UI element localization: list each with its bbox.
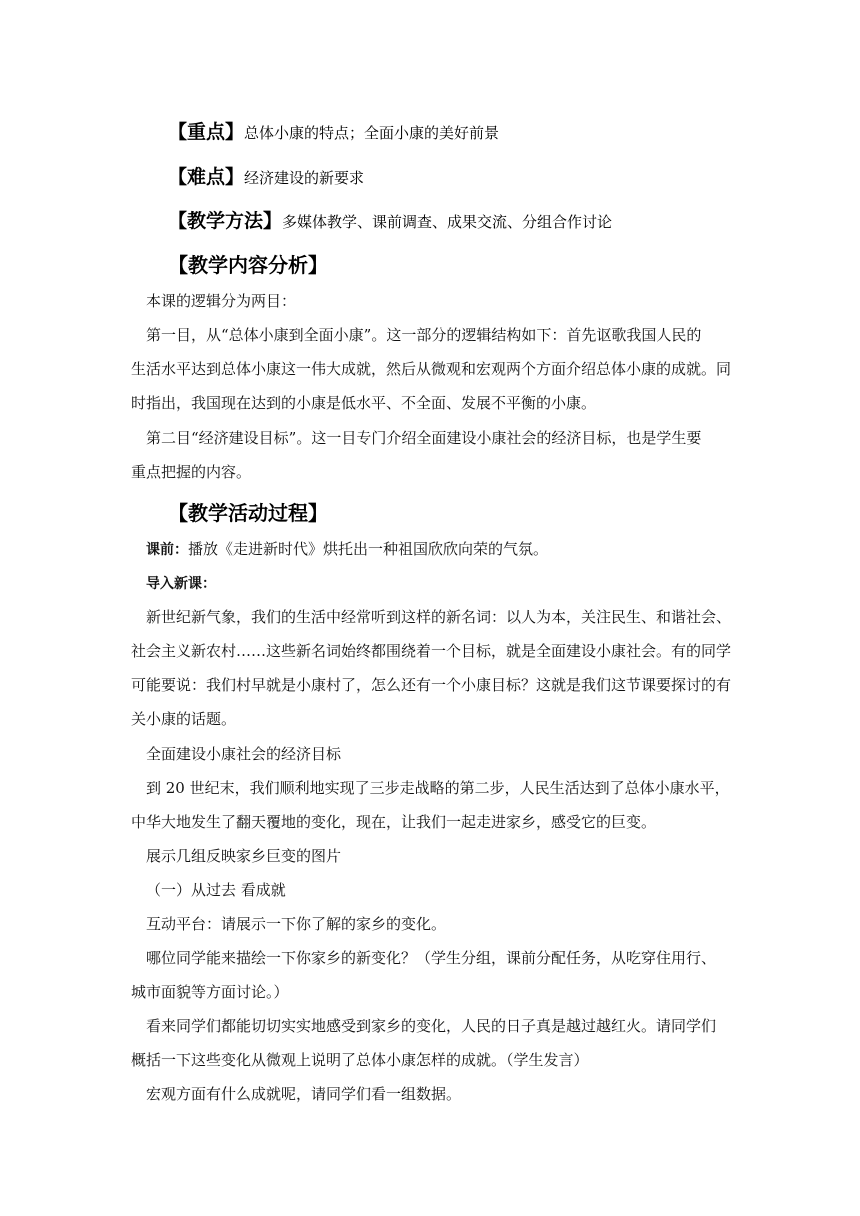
show-pictures-line: 展示几组反映家乡巨变的图片	[146, 847, 342, 865]
intro-line-4: 关小康的话题。	[131, 710, 237, 728]
heading-method-text: 多媒体教学、课前调查、成果交流、分组合作讨论	[282, 213, 613, 231]
topic-line: 全面建设小康社会的经济目标	[146, 745, 342, 763]
analysis-paragraph-3-line-1: 第二目“经济建设目标”。这一目专门介绍全面建设小康社会的经济目标，也是学生要	[146, 429, 702, 447]
century-line-1: 到 20 世纪末，我们顺利地实现了三步走战略的第二步，人民生活达到了总体小康水平，	[146, 779, 730, 797]
heading-process	[168, 497, 328, 526]
pre-class-label: 课前：	[146, 542, 188, 558]
analysis-paragraph-1: 本课的逻辑分为两目：	[146, 292, 297, 310]
macro-line: 宏观方面有什么成就呢，请同学们看一组数据。	[146, 1085, 462, 1103]
analysis-paragraph-2-line-3: 时指出，我国现在达到的小康是低水平、不全面、发展不平衡的小康。	[131, 394, 597, 412]
heading-key-points	[168, 117, 499, 144]
analysis-paragraph-3-line-2: 重点把握的内容。	[131, 463, 252, 481]
intro-label: 导入新课：	[146, 576, 216, 592]
century-line-2: 中华大地发生了翻天覆地的变化，现在，让我们一起走进家乡，感受它的巨变。	[131, 813, 657, 831]
question-line-1: 哪位同学能来描绘一下你家乡的新变化？（学生分组，课前分配任务，从吃穿住用行、	[146, 949, 717, 967]
heading-difficulty-text: 经济建设的新要求	[244, 169, 365, 187]
pre-class-line	[146, 539, 548, 560]
heading-method-label: 【教学方法】	[168, 210, 283, 232]
heading-difficulty	[168, 162, 364, 189]
intro-line-3: 可能要说：我们村早就是小康村了，怎么还有一个小康目标？这就是我们这节课要探讨的有	[131, 676, 732, 694]
pre-class-text: 播放《走进新时代》烘托出一种祖国欣欣向荣的气氛。	[188, 540, 549, 558]
interaction-line: 互动平台：请展示一下你了解的家乡的变化。	[146, 915, 447, 933]
heading-analysis-label: 【教学内容分析】	[168, 253, 328, 277]
heading-key-points-text: 总体小康的特点；全面小康的美好前景	[244, 124, 500, 142]
intro-line-1: 新世纪新气象，我们的生活中经常听到这样的新名词：以人为本，关注民生、和谐社会、	[146, 608, 732, 626]
analysis-paragraph-2-line-1: 第一目，从“总体小康到全面小康”。这一部分的逻辑结构如下：首先讴歌我国人民的	[146, 326, 702, 344]
intro-label-line	[146, 573, 216, 594]
summary-line-1: 看来同学们都能切切实实地感受到家乡的变化，人民的日子真是越过越红火。请同学们	[146, 1017, 717, 1035]
heading-method	[168, 206, 612, 233]
question-line-2: 城市面貌等方面讨论。）	[131, 983, 289, 1001]
summary-line-2: 概括一下这些变化从微观上说明了总体小康怎样的成就。（学生发言）	[131, 1051, 589, 1069]
heading-key-points-label: 【重点】	[168, 121, 245, 143]
analysis-paragraph-2-line-2: 生活水平达到总体小康这一伟大成就，然后从微观和宏观两个方面介绍总体小康的成就。同	[131, 360, 732, 378]
heading-process-label: 【教学活动过程】	[168, 501, 328, 525]
intro-line-2: 社会主义新农村……这些新名词始终都围绕着一个目标，就是全面建设小康社会。有的同学	[131, 642, 732, 660]
heading-difficulty-label: 【难点】	[168, 166, 245, 188]
section-1-heading: （一）从过去 看成就	[146, 881, 286, 899]
heading-analysis	[168, 249, 328, 278]
